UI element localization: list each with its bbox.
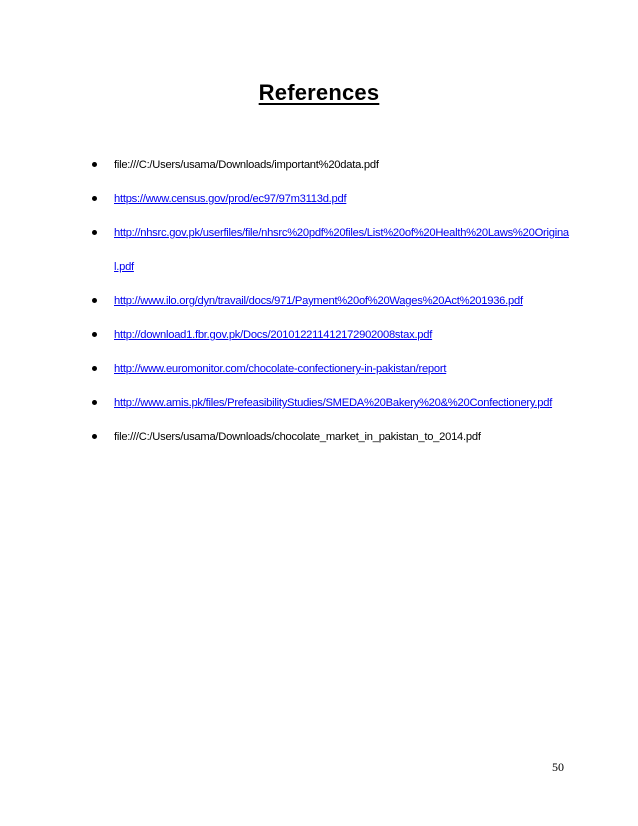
reference-link[interactable]: http://www.ilo.org/dyn/travail/docs/971/Payment%20of%20Wages%20Act%201936.pdf [114,295,523,307]
reference-link[interactable]: http://www.euromonitor.com/chocolate-confectionery-in-pakistan/report [114,363,447,375]
reference-item [92,148,572,182]
bullet-icon [92,366,97,371]
page-number: 50 [552,760,564,774]
references-list [92,148,572,454]
bullet-icon [92,332,97,337]
reference-item [92,216,572,284]
reference-link[interactable]: http://download1.fbr.gov.pk/Docs/20101221141217290200‌8stax.pdf [114,329,433,341]
reference-item [92,284,572,318]
reference-link[interactable]: https://www.census.gov/prod/ec97/97m3113d.pdf [114,193,347,205]
bullet-icon [92,230,97,235]
reference-text[interactable]: file:///C:/Users/usama/Downloads/chocolate_market_in_pakistan_to_2014.pdf [114,431,481,443]
reference-text[interactable]: file:///C:/Users/usama/Downloads/important%20data.pdf [114,159,379,171]
bullet-icon [92,434,97,439]
bullet-icon [92,298,97,303]
bullet-icon [92,400,97,405]
reference-item [92,182,572,216]
reference-link[interactable]: http://nhsrc.gov.pk/userfiles/file/nhsrc%20pdf%20files/List%20of%20Health%20Laws%20Original.pdf [114,227,569,273]
reference-item [92,352,572,386]
page-title: References [258,80,380,105]
reference-item [92,420,572,454]
reference-item [92,318,572,352]
reference-link[interactable]: http://www.amis.pk/files/PrefeasibilityStudies/SMEDA%20Bakery%20&%20Confectionery.pdf [114,397,553,409]
bullet-icon [92,196,97,201]
reference-item [92,386,572,420]
bullet-icon [92,162,97,167]
